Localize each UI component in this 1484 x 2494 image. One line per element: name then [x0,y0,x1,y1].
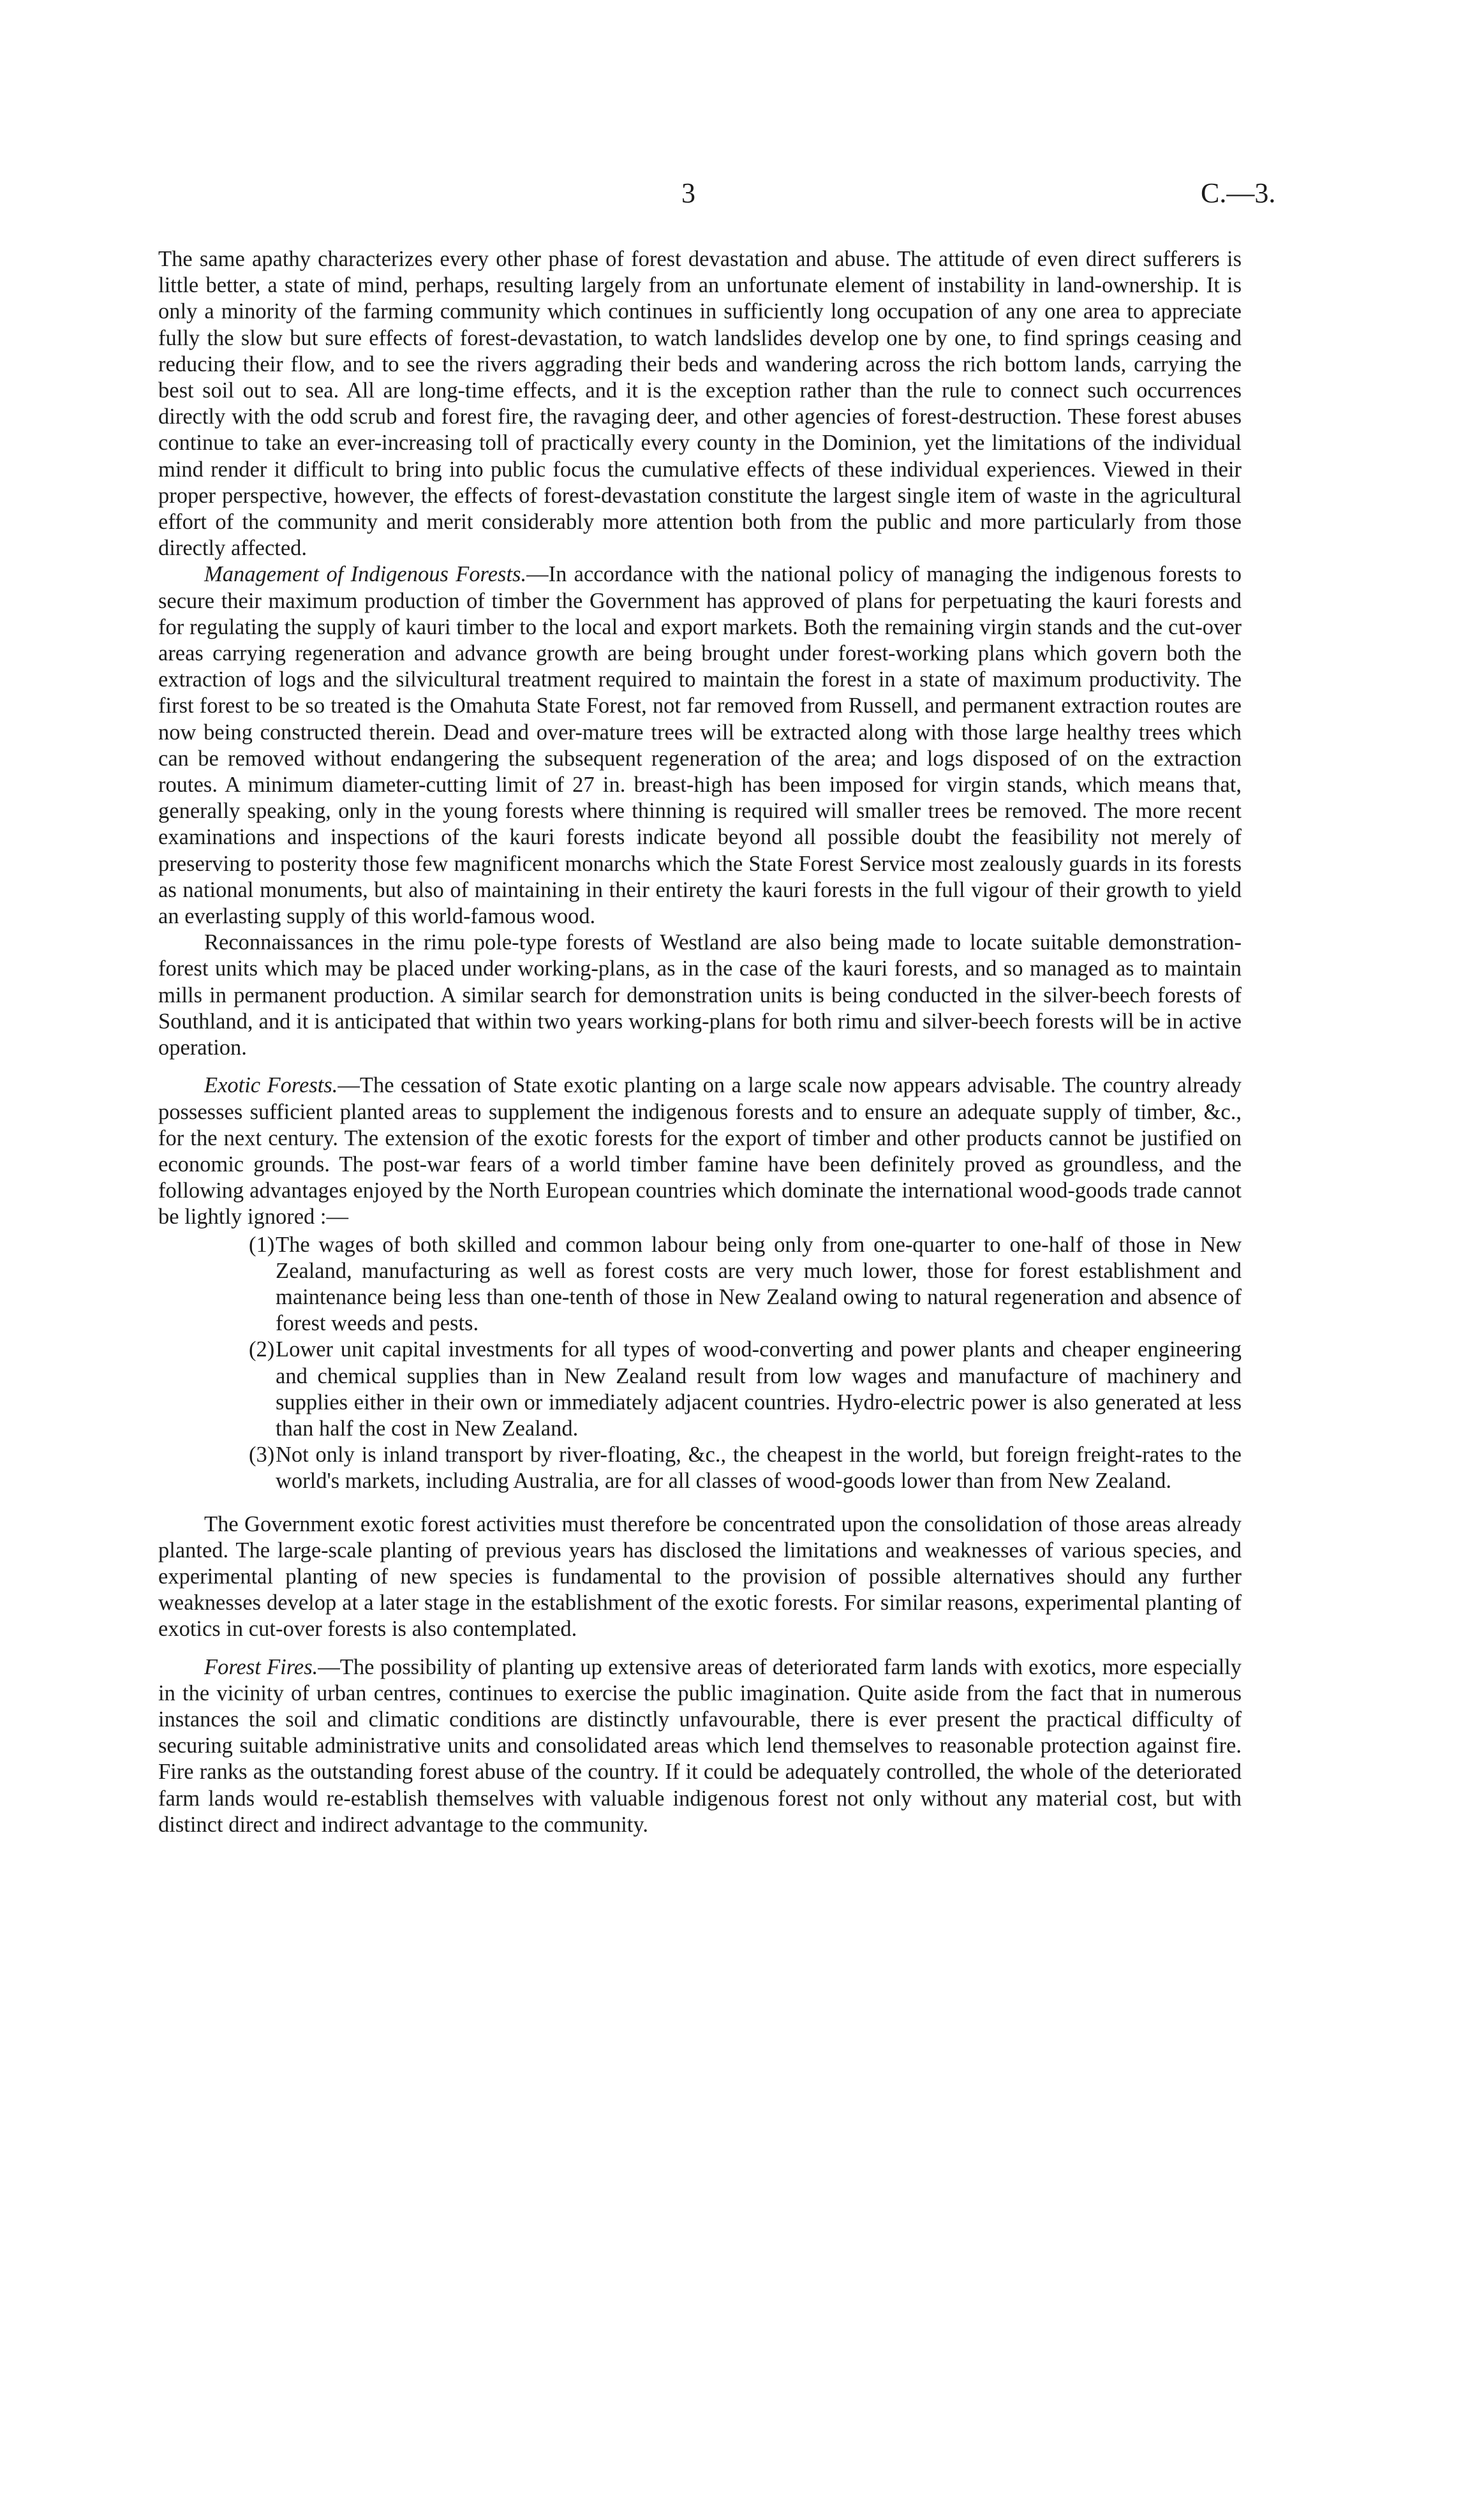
paragraph-text: —The cessation of State exotic planting on a large scale now appears advisable. The country already possesses sufficient planted areas to supplement the indigenous forests and to ensure an adequate supply of timber, &c., for the next century. The extension of the exotic forests for the export of timber and other products cannot be justified on economic grounds. The post-war fears of a world timber famine have been definitely proved as groundless, and the following advantages enjoyed by the North European countries which dominate the international wood-goods trade cannot be lightly ignored :— [158,1073,1242,1229]
paragraph-reconnaissances [158,930,1242,1061]
section-heading-forest-fires: Forest Fires. [204,1654,318,1679]
list-item-text: Lower unit capital investments for all types of wood-converting and power plants and cheaper engineering and chemical supplies than in New Zealand result from low wages and manufacture of machinery and supplies either in their own or immediately adjacent countries. Hydro-electric power is also generated at less than half the cost in New Zealand. [276,1337,1242,1441]
paragraph-text: —In accordance with the national policy of managing the indigenous forests to secure their maximum production of timber the Government has approved of plans for perpetuating the kauri forests and for regulating the supply of kauri timber to the local and export markets. Both the remaining virgin stands and the cut-over areas carrying regeneration and advance growth are being brought under forest-working plans which govern both the extraction of logs and the silvicultural treatment required to maintain the forest in a state of maximum productivity. The first forest to be so treated is the Omahuta State Forest, not far removed from Russell, and permanent extraction routes are now being constructed therein. Dead and over-mature trees will be extracted along with those large healthy trees which can be removed without endangering the subsequent regeneration of the area; and logs disposed of on the extraction routes. A minimum diameter-cutting limit of 27 in. breast-high has been imposed for virgin stands, which means that, generally speaking, only in the young forests where thinning is required will smaller trees be removed. The more recent examinations and inspections of the kauri forests indicate beyond all possible doubt the feasibility not merely of preserving to posterity those few magnificent monarchs which the State Forest Service most zealously guards in its forests as national monuments, but also of maintaining in their entirety the kauri forests in the full vigour of their growth to yield an everlasting supply of this world-famous wood. [158,562,1242,929]
paragraph-exotic-forests [158,1073,1242,1230]
list-item-text: The wages of both skilled and common labour being only from one-quarter to one-half of those in New Zealand, manufacturing as well as forest costs are very much lower, those for forest establishment and maintenance being less than one-tenth of those in New Zealand owing to natural regeneration and absence of forest weeds and pests. [276,1232,1242,1336]
paragraph-forest-devastation [158,246,1242,561]
list-item-number: (3) [249,1443,275,1467]
list-item [158,1337,1242,1442]
list-item [158,1232,1242,1337]
advantages-list [158,1232,1242,1495]
paragraph-text: —The possibility of planting up extensive areas of deteriorated farm lands with exotics, more especially in the vicinity of urban centres, continues to exercise the public imagination. Quite aside from the fact that in numerous instances the soil and climatic conditions are distinctly unfavourable, there is ever present the practical difficulty of securing suitable administrative units and consolidated areas which lend themselves to reasonable protection against fire. Fire ranks as the outstanding forest abuse of the country. If it could be adequately controlled, the whole of the deteriorated farm lands would re-establish themselves with valuable indigenous forest not only without any material cost, but with distinct direct and indirect advantage to the community. [158,1654,1242,1837]
paragraph-indigenous-forests [158,561,1242,930]
paragraph-text: The same apathy characterizes every other phase of forest devastation and abuse. The attitude of even direct sufferers is little better, a state of mind, perhaps, resulting largely from an unfortunate element of instability in land-ownership. It is only a minority of the farming community which continues in sufficiently long occupation of any one area to appreciate fully the slow but sure effects of forest-devastation, to watch landslides develop one by one, to find springs ceasing and reducing their flow, and to see the rivers aggrading their beds and wandering across the rich bottom lands, carrying the best soil out to sea. All are long-time effects, and it is the exception rather than the rule to connect such occurrences directly with the odd scrub and forest fire, the ravaging deer, and other agencies of forest-destruction. These forest abuses continue to take an ever-increasing toll of practically every county in the Dominion, yet the limitations of the individual mind render it difficult to bring into public focus the cumulative effects of these individual experiences. Viewed in their proper perspective, however, the effects of forest-devastation constitute the largest single item of waste in the agricultural effort of the community and merit considerably more attention both from the public and more particularly from those directly affected. [158,247,1242,561]
page-number: 3 [681,177,695,209]
paragraph-text: Reconnaissances in the rimu pole-type forests of Westland are also being made to locate suitable demonstration-forest units which may be placed under working-plans, as in the case of the kauri forests, and so managed as to maintain mills in permanent production. A similar search for demonstration units is being conducted in the silver-beech forests of Southland, and it is anticipated that within two years working-plans for both rimu and silver-beech forests will be in active operation. [158,930,1242,1060]
list-item-number: (1) [249,1232,275,1257]
document-reference: C.—3. [1201,177,1276,209]
body-text [158,246,1242,1838]
paragraph-forest-fires [158,1654,1242,1838]
section-heading-exotic-forests: Exotic Forests. [204,1073,338,1098]
list-item-text: Not only is inland transport by river-floating, &c., the cheapest in the world, but foreign freight-rates to the world's markets, including Australia, are for all classes of wood-goods lower than from New Zealand. [276,1443,1242,1494]
section-heading-indigenous-forests: Management of Indigenous Forests. [204,562,527,587]
paragraph-text: The Government exotic forest activities must therefore be concentrated upon the consolidation of those areas already planted. The large-scale planting of previous years has disclosed the limitations and weaknesses of various species, and experimental planting of new species is fundamental to the provision of possible alternatives should any further weaknesses develop at a later stage in the establishment of the exotic forests. For similar reasons, experimental planting of exotics in cut-over forests is also contemplated. [158,1511,1242,1642]
paragraph-consolidation [158,1511,1242,1643]
list-item [158,1442,1242,1494]
list-item-number: (2) [249,1337,275,1362]
